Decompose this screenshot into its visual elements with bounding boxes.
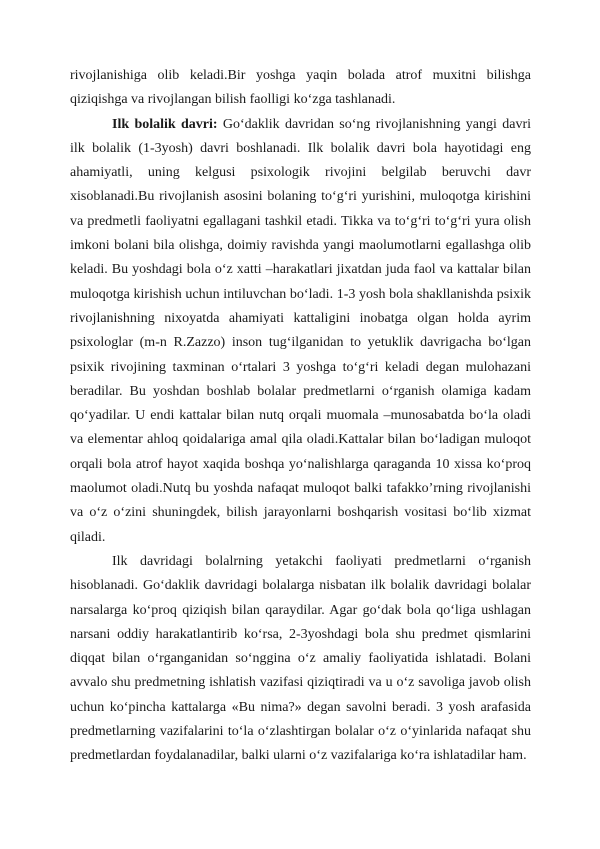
paragraph-ilk-bolalik bbox=[70, 113, 531, 550]
paragraph-text: Ilk davridagi bolalrning yetakchi faoliyati predmetlarni o‘rganish hisoblanadi. Go‘daklik davridagi bolalarga nisbatan ilk bolalik davridagi bolalar narsalarga ko‘proq qiziqish bilan qaraydilar. Agar go‘dak bola qo‘liga ushlagan narsani oddiy harakatlantirib ko‘rsa, 2-3yoshdagi bola shu predmet qismlarini diqqat bilan o‘rganganidan so‘nggina o‘z amaliy faoliyatida ishlatadi. Bolani avvalo shu predmetning ishlatish vazifasi qiziqtiradi va u o‘z savoliga javob olish uchun ko‘pincha kattalarga «Bu nima?» degan savolni beradi. 3 yosh arafasida predmetlarning vazifalarini to‘la o‘zlashtirgan bolalar o‘z o‘yinlarida nafaqat shu predmetlardan foydalanadilar, balki ularni o‘z vazifalariga ko‘ra ishlatadilar ham. bbox=[70, 553, 531, 764]
document-page bbox=[70, 64, 531, 769]
paragraph-yetakchi-faoliyat bbox=[70, 550, 531, 769]
paragraph-continuation bbox=[70, 64, 531, 113]
paragraph-text: rivojlanishiga olib keladi.Bir yoshga yaqin bolada atrof muxitni bilishga qiziqishga va rivojlangan bilish faolligi ko‘zga tashlanadi. bbox=[70, 68, 531, 108]
section-heading: Ilk bolalik davri: bbox=[112, 116, 218, 132]
paragraph-text: Go‘daklik davridan so‘ng rivojlanishning yangi davri ilk bolalik (1-3yosh) davri boshlanadi. Ilk bolalik davri bola hayotidagi eng ahamiyatli, uning kelgusi psixologik rivojini belgilab beruvchi davr xisoblanadi.Bu rivojlanish asosini bolaning to‘g‘ri yurishini, muloqotga kirishini va predmetli faoliyatni egallagani tashkil etadi. Tikka va to‘g‘ri to‘g‘ri yura olish imkoni bolani bila olishga, doimiy ravishda yangi maolumotlarni egallashga olib keladi. Bu yoshdagi bola o‘z xatti –harakatlari jixatdan juda faol va kattalar bilan muloqotga kirishish uchun intiluvchan bo‘ladi. 1-3 yosh bola shakllanishda psixik rivojlanishning nixoyatda ahamiyati kattaligini inobatga olgan holda ayrim psixologlar (m-n R.Zazzo) inson tug‘ilganidan to yetuklik davrigacha bo‘lgan psixik rivojining taxminan o‘rtalari 3 yoshga to‘g‘ri keladi degan mulohazani beradilar. Bu yoshdan boshlab bolalar predmetlarni o‘rganish olamiga kadam qo‘yadilar. U endi kattalar bilan nutq orqali muomala –munosabatda bo‘la oladi va elementar ahloq qoidalariga amal qila oladi.Kattalar bilan bo‘ladigan muloqot orqali bola atrof hayot xaqida boshqa yo‘nalishlarga qaraganda 10 xissa ko‘proq maolumot oladi.Nutq bu yoshda nafaqat muloqot balki tafakko’rning rivojlanishi va o‘z o‘zini shuningdek, bilish jarayonlarni boshqarish vositasi bo‘lib xizmat qiladi. bbox=[70, 116, 531, 545]
